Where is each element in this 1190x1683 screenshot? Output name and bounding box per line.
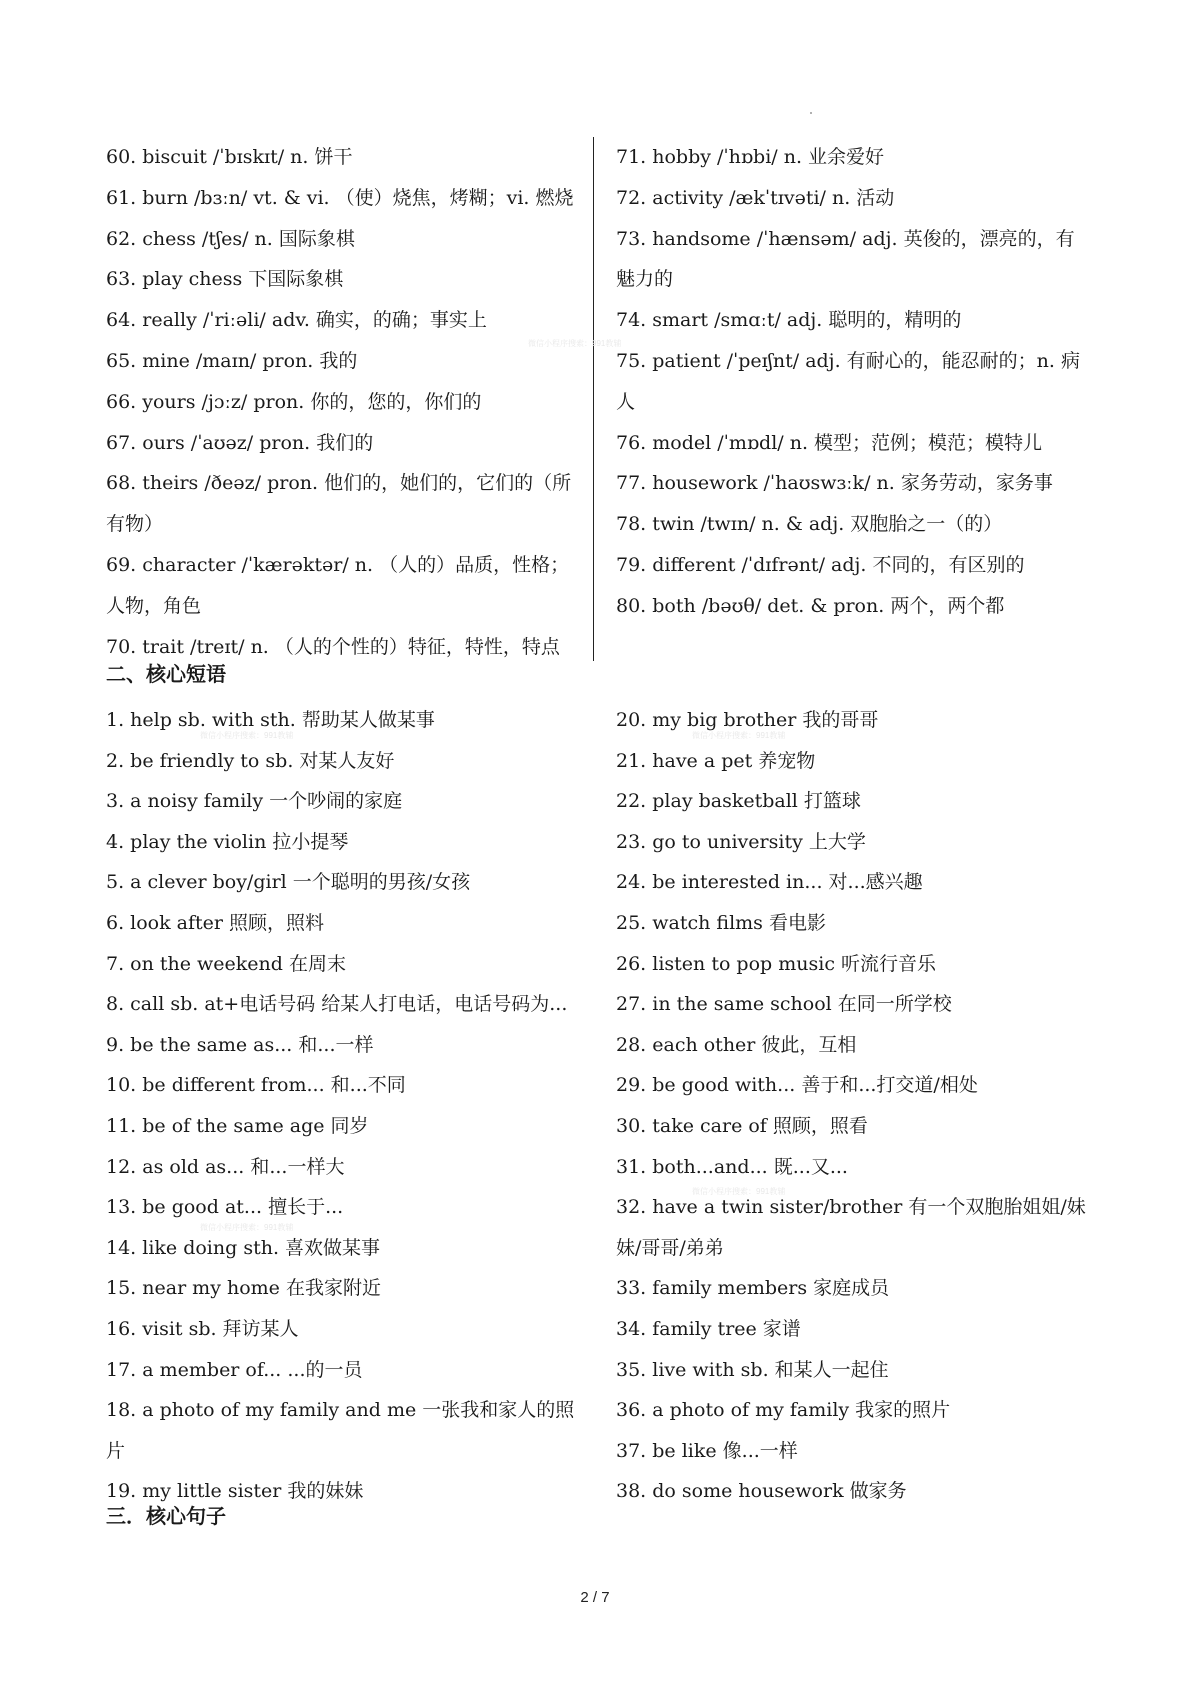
phrase-entry: 24. be interested in... 对...感兴趣	[616, 871, 923, 894]
phrase-entry: 6. look after 照顾，照料	[106, 911, 325, 934]
phrase-entry: 22. play basketball 打篮球	[616, 790, 861, 813]
vocab-entry: 77. housework /ˈhaʊswɜːk/ n. 家务劳动，家务事	[616, 472, 1053, 495]
phrase-entry: 2. be friendly to sb. 对某人友好	[106, 749, 395, 772]
vocab-entry: 61. burn /bɜːn/ vt. & vi. （使）烧焦，烤糊；vi. 燃烧	[106, 186, 574, 209]
vocab-entry: 63. play chess 下国际象棋	[106, 268, 344, 291]
phrase-entry: 7. on the weekend 在周末	[106, 952, 346, 975]
phrase-entry: 38. do some housework 做家务	[616, 1480, 907, 1503]
watermark: 微信小程序搜索：991教辅	[200, 731, 294, 740]
watermark: 微信小程序搜索：991教辅	[528, 339, 622, 348]
phrase-entry: 1. help sb. with sth. 帮助某人做某事	[106, 709, 435, 731]
phrase-entry: 8. call sb. at+电话号码 给某人打电话，电话号码为...	[106, 993, 568, 1016]
speck-mark	[810, 112, 812, 114]
phrase-list-right	[616, 700, 1086, 1512]
phrase-entry: 23. go to university 上大学	[616, 830, 866, 853]
phrase-entry: 28. each other 彼此，互相	[616, 1033, 857, 1056]
phrase-entry: 19. my little sister 我的妹妹	[106, 1480, 364, 1503]
phrase-entry: 29. be good with... 善于和...打交道/相处	[616, 1074, 978, 1097]
vocab-entry: 76. model /ˈmɒdl/ n. 模型；范例；模范；模特儿	[616, 431, 1043, 454]
phrase-entry: 26. listen to pop music 听流行音乐	[616, 952, 936, 975]
phrase-entry: 34. family tree 家谱	[616, 1317, 801, 1340]
vocab-entry: 69. character /ˈkærəktər/ n. （人的）品质，性格；人物，角色	[106, 553, 570, 617]
phrase-entry: 25. watch films 看电影	[616, 911, 826, 934]
phrase-entry: 18. a photo of my family and me 一张我和家人的照片	[106, 1399, 575, 1462]
phrase-entry: 37. be like 像...一样	[616, 1439, 798, 1462]
section-heading-phrases: 二、核心短语	[106, 662, 226, 686]
phrase-entry: 10. be different from... 和...不同	[106, 1074, 406, 1097]
vocab-entry: 78. twin /twɪn/ n. & adj. 双胞胎之一（的）	[616, 513, 1003, 536]
page-number: 2 / 7	[580, 1589, 610, 1606]
vocab-entry: 64. really /ˈriːəli/ adv. 确实，的确；事实上	[106, 309, 487, 332]
phrase-entry: 15. near my home 在我家附近	[106, 1277, 381, 1300]
vocab-entry: 62. chess /tʃes/ n. 国际象棋	[106, 227, 355, 250]
vocab-entry: 73. handsome /ˈhænsəm/ adj. 英俊的，漂亮的，有魅力的	[616, 227, 1075, 291]
phrase-entry: 5. a clever boy/girl 一个聪明的男孩/女孩	[106, 871, 471, 894]
vocab-entry: 71. hobby /ˈhɒbi/ n. 业余爱好	[616, 146, 885, 168]
vocab-entry: 66. yours /jɔːz/ pron. 你的，您的，你们的	[106, 390, 482, 413]
phrase-entry: 32. have a twin sister/brother 有一个双胞胎姐姐/妹妹/哥哥/弟弟	[616, 1196, 1086, 1259]
phrase-entry: 27. in the same school 在同一所学校	[616, 993, 952, 1016]
vocab-entry: 65. mine /maɪn/ pron. 我的	[106, 349, 358, 372]
phrase-entry: 16. visit sb. 拜访某人	[106, 1317, 299, 1340]
vocab-entry: 67. ours /ˈaʊəz/ pron. 我们的	[106, 431, 374, 454]
phrase-entry: 4. play the violin 拉小提琴	[106, 830, 349, 853]
vocab-entry: 70. trait /treɪt/ n. （人的个性的）特征，特性，特点	[106, 635, 560, 658]
vocab-entry: 68. theirs /ðeəz/ pron. 他们的，她们的，它们的（所有物）	[106, 472, 572, 536]
vocab-entry: 79. different /ˈdɪfrənt/ adj. 不同的，有区别的	[616, 553, 1025, 576]
phrase-entry: 17. a member of... ...的一员	[106, 1358, 363, 1381]
phrase-entry: 31. both...and... 既...又...	[616, 1155, 848, 1178]
phrase-entry: 36. a photo of my family 我家的照片	[616, 1399, 951, 1422]
vocab-entry: 74. smart /smɑːt/ adj. 聪明的，精明的	[616, 309, 962, 332]
watermark: 微信小程序搜索：991教辅	[692, 731, 786, 740]
watermark: 微信小程序搜索：991教辅	[200, 1223, 294, 1232]
section-heading-sentences: 三．核心句子	[106, 1504, 226, 1528]
watermark: 微信小程序搜索：991教辅	[692, 1187, 786, 1196]
vocab-list-right	[616, 137, 1086, 627]
phrase-entry: 11. be of the same age 同岁	[106, 1114, 369, 1137]
phrase-entry: 13. be good at... 擅长于...	[106, 1196, 344, 1219]
vocab-entry: 72. activity /ækˈtɪvəti/ n. 活动	[616, 186, 895, 209]
vocab-list-left	[106, 137, 574, 667]
phrase-entry: 30. take care of 照顾，照看	[616, 1114, 868, 1137]
phrase-entry: 9. be the same as... 和...一样	[106, 1033, 374, 1056]
phrase-entry: 35. live with sb. 和某人一起住	[616, 1358, 889, 1381]
phrase-entry: 12. as old as... 和...一样大	[106, 1155, 345, 1178]
column-divider	[593, 137, 594, 661]
phrase-list-left	[106, 700, 576, 1512]
vocab-entry: 60. biscuit /ˈbɪskɪt/ n. 饼干	[106, 146, 353, 168]
phrase-entry: 20. my big brother 我的哥哥	[616, 709, 879, 731]
vocab-entry: 75. patient /ˈpeɪʃnt/ adj. 有耐心的，能忍耐的；n. 病人	[616, 349, 1080, 413]
phrase-entry: 21. have a pet 养宠物	[616, 749, 816, 772]
vocab-entry: 80. both /bəʊθ/ det. & pron. 两个，两个都	[616, 594, 1005, 617]
phrase-entry: 33. family members 家庭成员	[616, 1277, 890, 1300]
phrase-entry: 3. a noisy family 一个吵闹的家庭	[106, 790, 403, 813]
phrase-entry: 14. like doing sth. 喜欢做某事	[106, 1236, 381, 1259]
